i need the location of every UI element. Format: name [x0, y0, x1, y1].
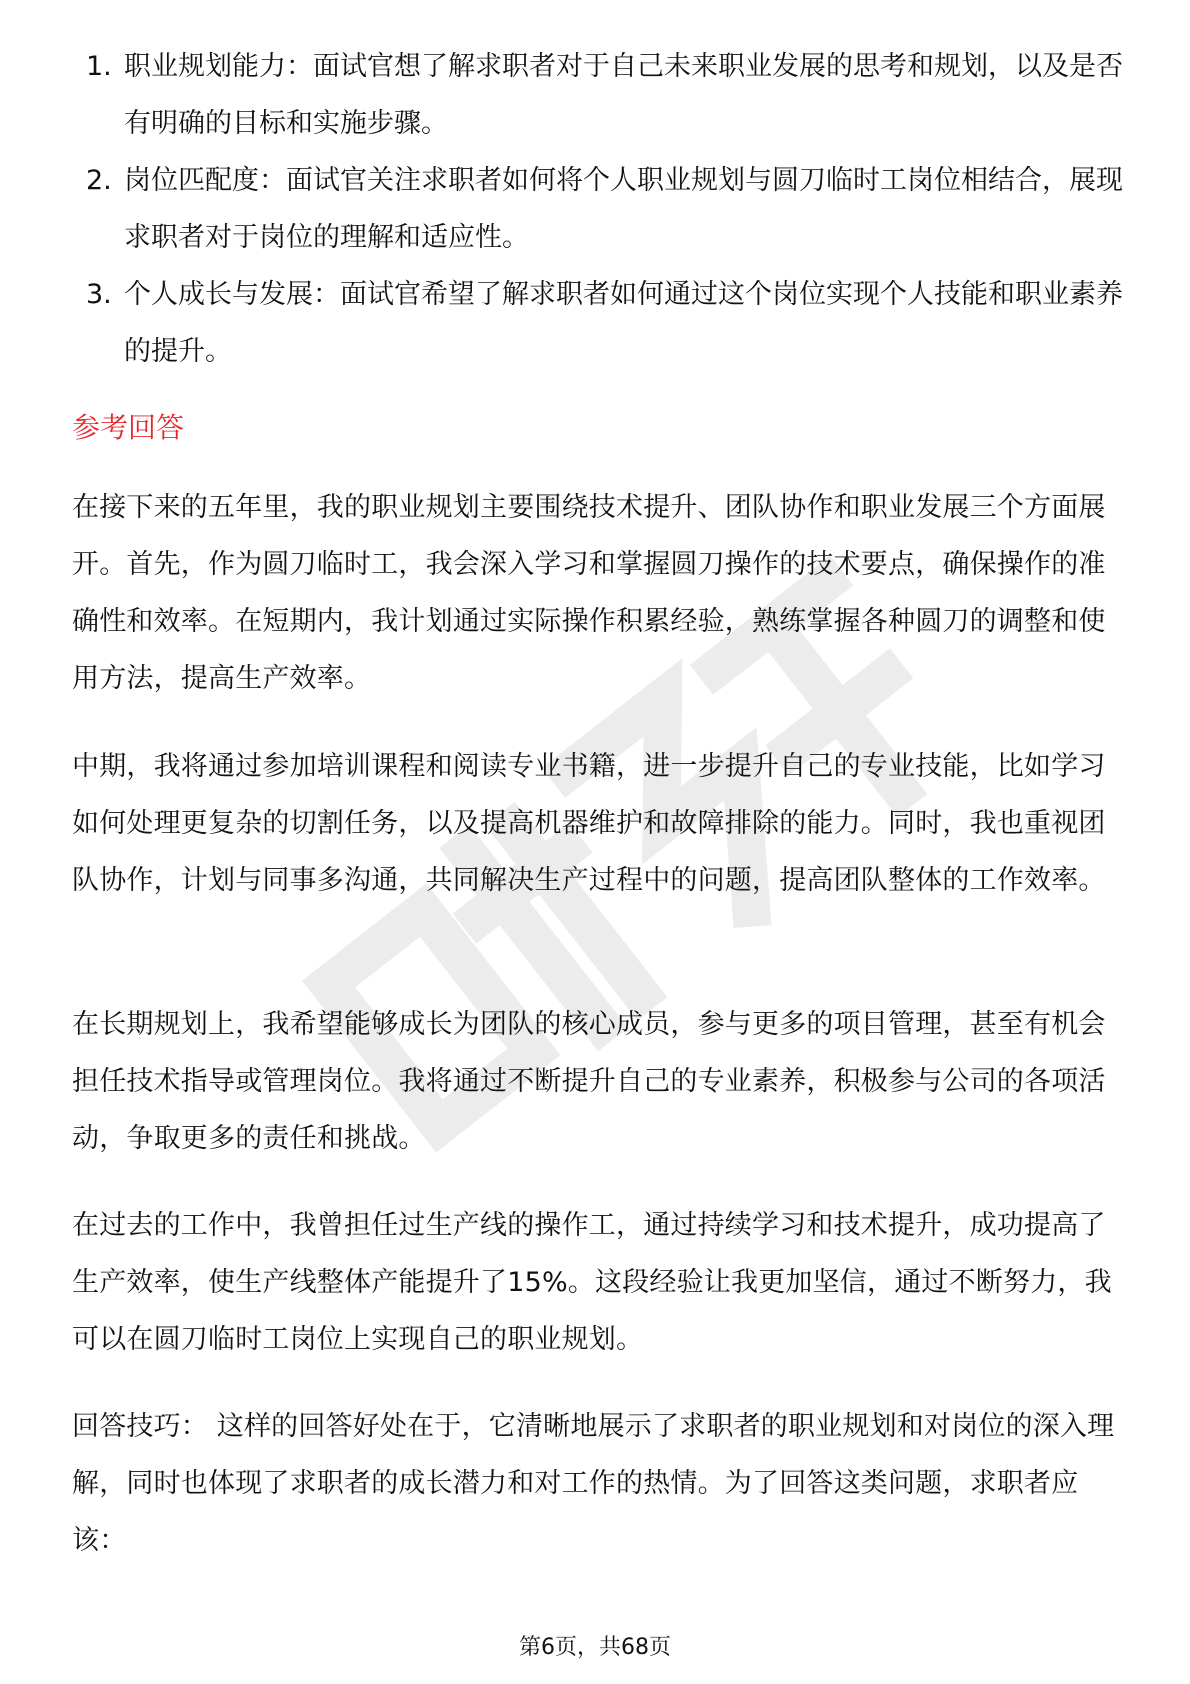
section-title: 参考回答: [72, 411, 185, 444]
list-item: [80, 38, 1130, 152]
list-number: 3.: [86, 279, 112, 310]
list-item-text: 职业规划能力：面试官想了解求职者对于自己未来职业发展的思考和规划，以及是否有明确的目标和实施步骤。: [124, 51, 1123, 139]
list-item-text: 个人成长与发展：面试官希望了解求职者如何通过这个岗位实现个人技能和职业素养的提升。: [124, 279, 1123, 367]
interview-focus-list: [80, 38, 1130, 380]
answer-paragraph: 中期，我将通过参加培训课程和阅读专业书籍，进一步提升自己的专业技能，比如学习如何处理更复杂的切割任务，以及提高机器维护和故障排除的能力。同时，我也重视团队协作，计划与同事多沟通，共同解决生产过程中的问题，提高团队整体的工作效率。: [72, 751, 1106, 896]
answer-paragraph: 在接下来的五年里，我的职业规划主要围绕技术提升、团队协作和职业发展三个方面展开。首先，作为圆刀临时工，我会深入学习和掌握圆刀操作的技术要点，确保操作的准确性和效率。在短期内，我计划通过实际操作积累经验，熟练掌握各种圆刀的调整和使用方法，提高生产效率。: [72, 492, 1106, 694]
answer-paragraph: 在长期规划上，我希望能够成长为团队的核心成员，参与更多的项目管理，甚至有机会担任技术指导或管理岗位。我将通过不断提升自己的专业素养，积极参与公司的各项活动，争取更多的责任和挑战。: [72, 1009, 1106, 1154]
list-number: 2.: [86, 165, 112, 196]
list-item-text: 岗位匹配度：面试官关注求职者如何将个人职业规划与圆刀临时工岗位相结合，展现求职者对于岗位的理解和适应性。: [124, 165, 1123, 253]
list-item: [80, 266, 1130, 380]
answer-paragraph: 在过去的工作中，我曾担任过生产线的操作工，通过持续学习和技术提升，成功提高了生产效率，使生产线整体产能提升了15%。这段经验让我更加坚信，通过不断努力，我可以在圆刀临时工岗位上实现自己的职业规划。: [72, 1210, 1112, 1355]
list-number: 1.: [86, 51, 112, 82]
page-number-footer: 第6页，共68页: [519, 1635, 671, 1660]
list-item: [80, 152, 1130, 266]
answer-tips-paragraph: 回答技巧： 这样的回答好处在于，它清晰地展示了求职者的职业规划和对岗位的深入理解，同时也体现了求职者的成长潜力和对工作的热情。为了回答这类问题，求职者应该：: [72, 1411, 1115, 1556]
